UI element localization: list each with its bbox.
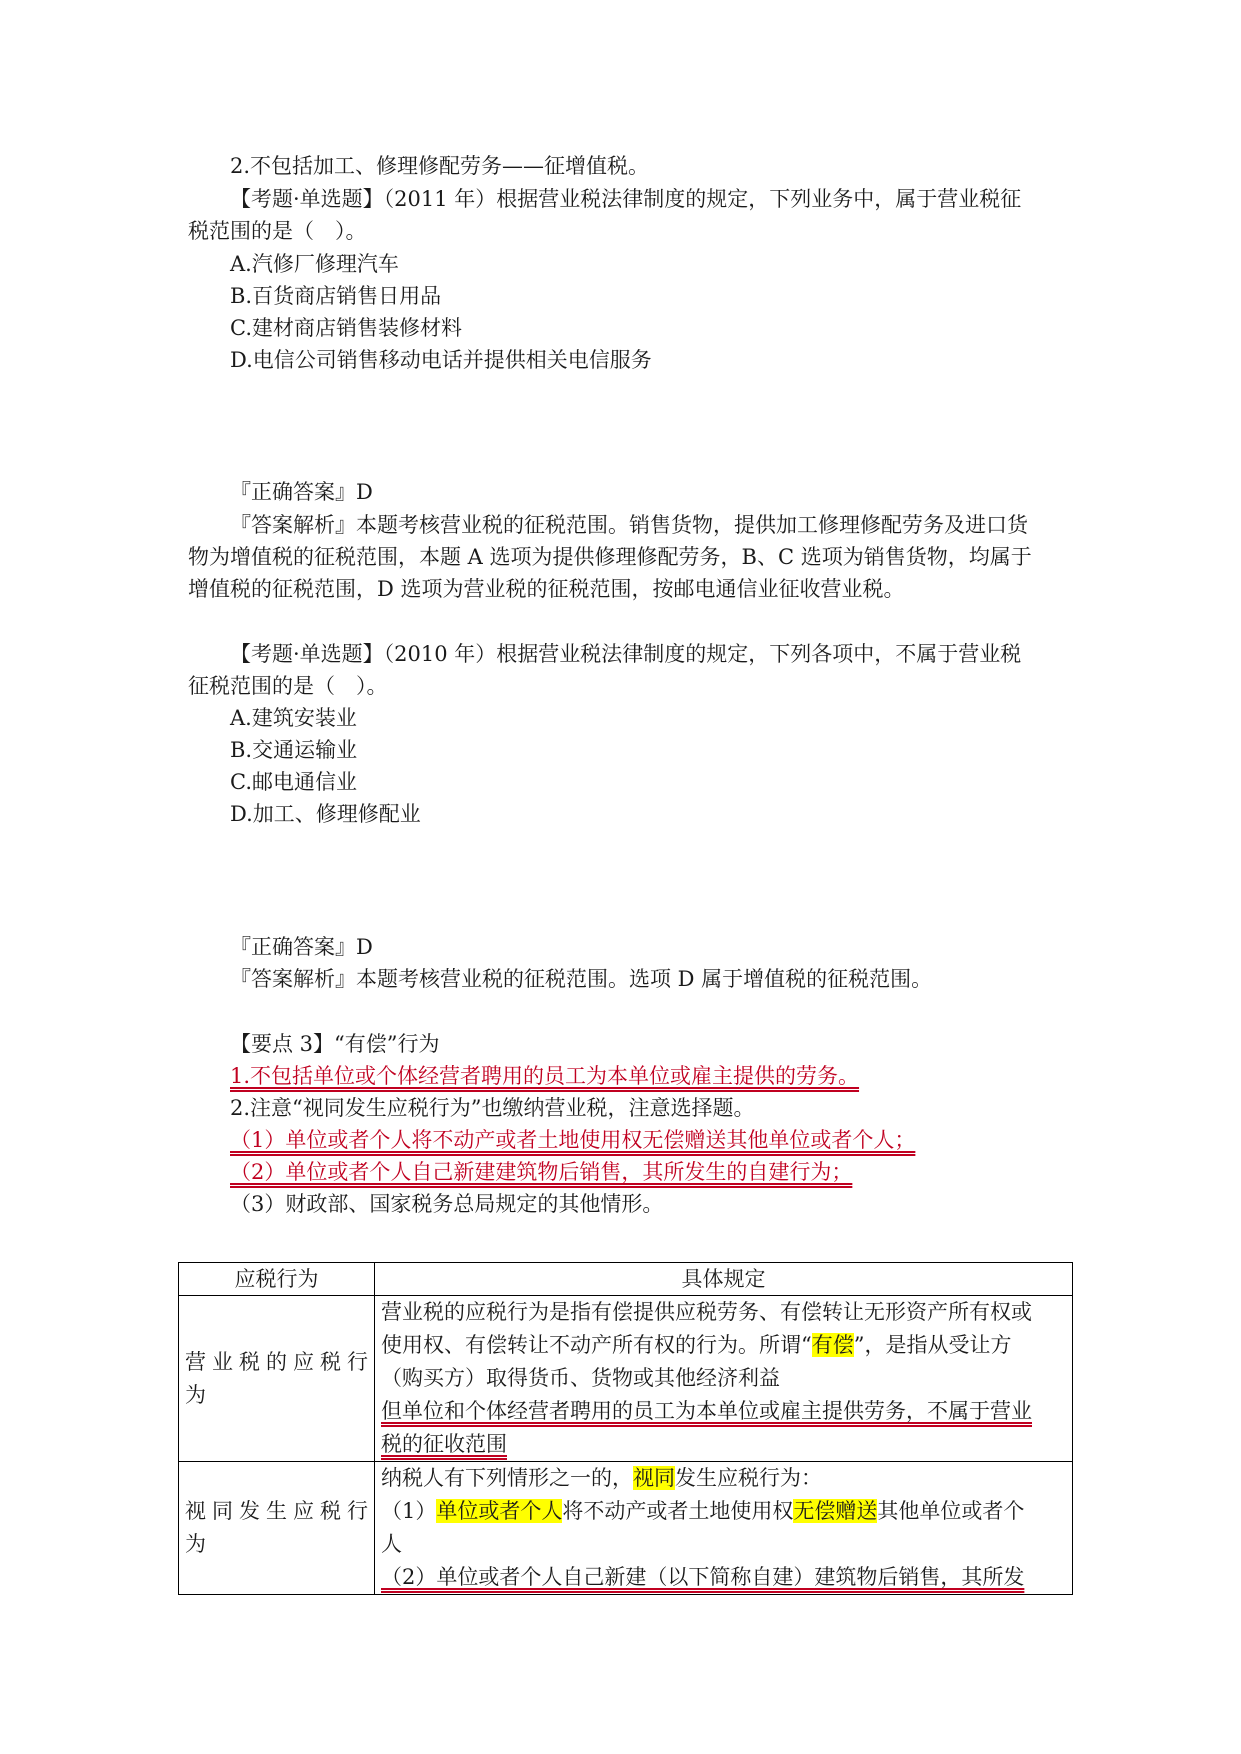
text-segment: 税的征收范围 [381,1432,507,1456]
highlighted-text: 视同 [633,1466,675,1490]
q2-analysis: 『答案解析』本题考核营业税的征税范围。选项 D 属于增值税的征税范围。 [230,967,933,991]
text-segment: （1） [381,1499,437,1523]
row-content-line [381,1462,1066,1495]
point3-sub1: （1）单位或者个人将不动产或者土地使用权无偿赠送其他单位或者个人； [230,1128,916,1152]
highlighted-text: 无偿赠送 [793,1499,878,1523]
q1-answer: 『正确答案』D [230,480,373,504]
q2-option-d: D.加工、修理修配业 [230,802,421,826]
q2-answer: 『正确答案』D [230,935,373,959]
q1-analysis-line3: 增值税的征税范围，D 选项为营业税的征税范围，按邮电通信业征收营业税。 [188,577,905,601]
table-row [179,1296,1073,1462]
highlighted-text: 有偿 [811,1333,854,1357]
text-segment: 发生应税行为： [675,1466,822,1490]
row-label-line: 为 [185,1382,212,1407]
table-header-cell: 应税行为 [179,1263,375,1296]
rules-table [178,1262,1073,1595]
intro-line: 2.不包括加工、修理修配劳务——征增值税。 [230,154,650,178]
text-segment: 其他单位或者个 [877,1499,1025,1523]
q1-stem-line1: 【考题·单选题】（2011 年）根据营业税法律制度的规定，下列业务中，属于营业税征 [230,187,1022,211]
q1-stem-line2: 税范围的是（ ）。 [188,219,367,243]
table-row-content [375,1462,1073,1595]
q2-option-c: C.邮电通信业 [230,770,357,794]
q1-option-b: B.百货商店销售日用品 [230,284,442,308]
cut-content [381,1462,1066,1594]
point3-item2: 2.注意“视同发生应税行为”也缴纳营业税，注意选择题。 [230,1096,755,1120]
text-segment: 使用权、有偿转让不动产所有权的行为。所谓“ [381,1333,812,1357]
q1-analysis-line1: 『答案解析』本题考核营业税的征税范围。销售货物，提供加工修理修配劳务及进口货 [230,513,1028,537]
row-content-line-underlined: 但单位和个体经营者聘用的员工为本单位或雇主提供劳务，不属于营业 [381,1399,1032,1423]
table-header-row [179,1263,1073,1296]
row-content-line: 人 [381,1532,402,1556]
row-content-line: （购买方）取得货币、货物或其他经济利益 [381,1366,780,1390]
table-row-label [179,1296,375,1462]
row-content-line: 营业税的应税行为是指有偿提供应税劳务、有偿转让无形资产所有权或 [381,1300,1032,1324]
q2-stem-line2: 征税范围的是（ ）。 [188,674,388,698]
text-segment: ”，是指从受让方 [853,1333,1012,1357]
table-row [179,1462,1073,1595]
row-content-line-underlined: （2）单位或者个人自己新建（以下简称自建）建筑物后销售，其所发 [381,1565,1025,1589]
q2-stem-line1: 【考题·单选题】（2010 年）根据营业税法律制度的规定，下列各项中，不属于营业税 [230,642,1022,666]
q1-option-c: C.建材商店销售装修材料 [230,316,462,340]
q1-option-a: A.汽修厂修理汽车 [230,252,399,276]
row-label-line: 营业税的应税行 [185,1349,374,1374]
point3-heading: 【要点 3】“有偿”行为 [230,1032,440,1056]
table-header-cell: 具体规定 [375,1263,1073,1296]
text-segment: 纳税人有下列情形之一的， [381,1466,633,1490]
row-content-line [381,1329,1066,1362]
q1-option-d: D.电信公司销售移动电话并提供相关电信服务 [230,348,652,372]
table-row-content [375,1296,1073,1462]
row-content-line-underlined [381,1428,1066,1461]
q2-option-a: A.建筑安装业 [230,706,357,730]
row-label-line: 为 [185,1532,212,1556]
q1-analysis-line2: 物为增值税的征税范围，本题 A 选项为提供修理修配劳务，B、C 选项为销售货物，均属于 [188,545,1032,569]
table-row-label [179,1462,375,1595]
highlighted-text: 单位或者个人 [436,1499,563,1523]
text-segment: 将不动产或者土地使用权 [562,1499,794,1523]
q2-option-b: B.交通运输业 [230,738,358,762]
point3-item1: 1.不包括单位或个体经营者聘用的员工为本单位或雇主提供的劳务。 [230,1064,860,1088]
point3-sub2: （2）单位或者个人自己新建建筑物后销售，其所发生的自建行为； [230,1160,853,1184]
point3-sub3: （3）财政部、国家税务总局规定的其他情形。 [230,1192,664,1216]
row-label-line: 视同发生应税行 [185,1499,374,1523]
row-content-line [381,1495,1066,1528]
